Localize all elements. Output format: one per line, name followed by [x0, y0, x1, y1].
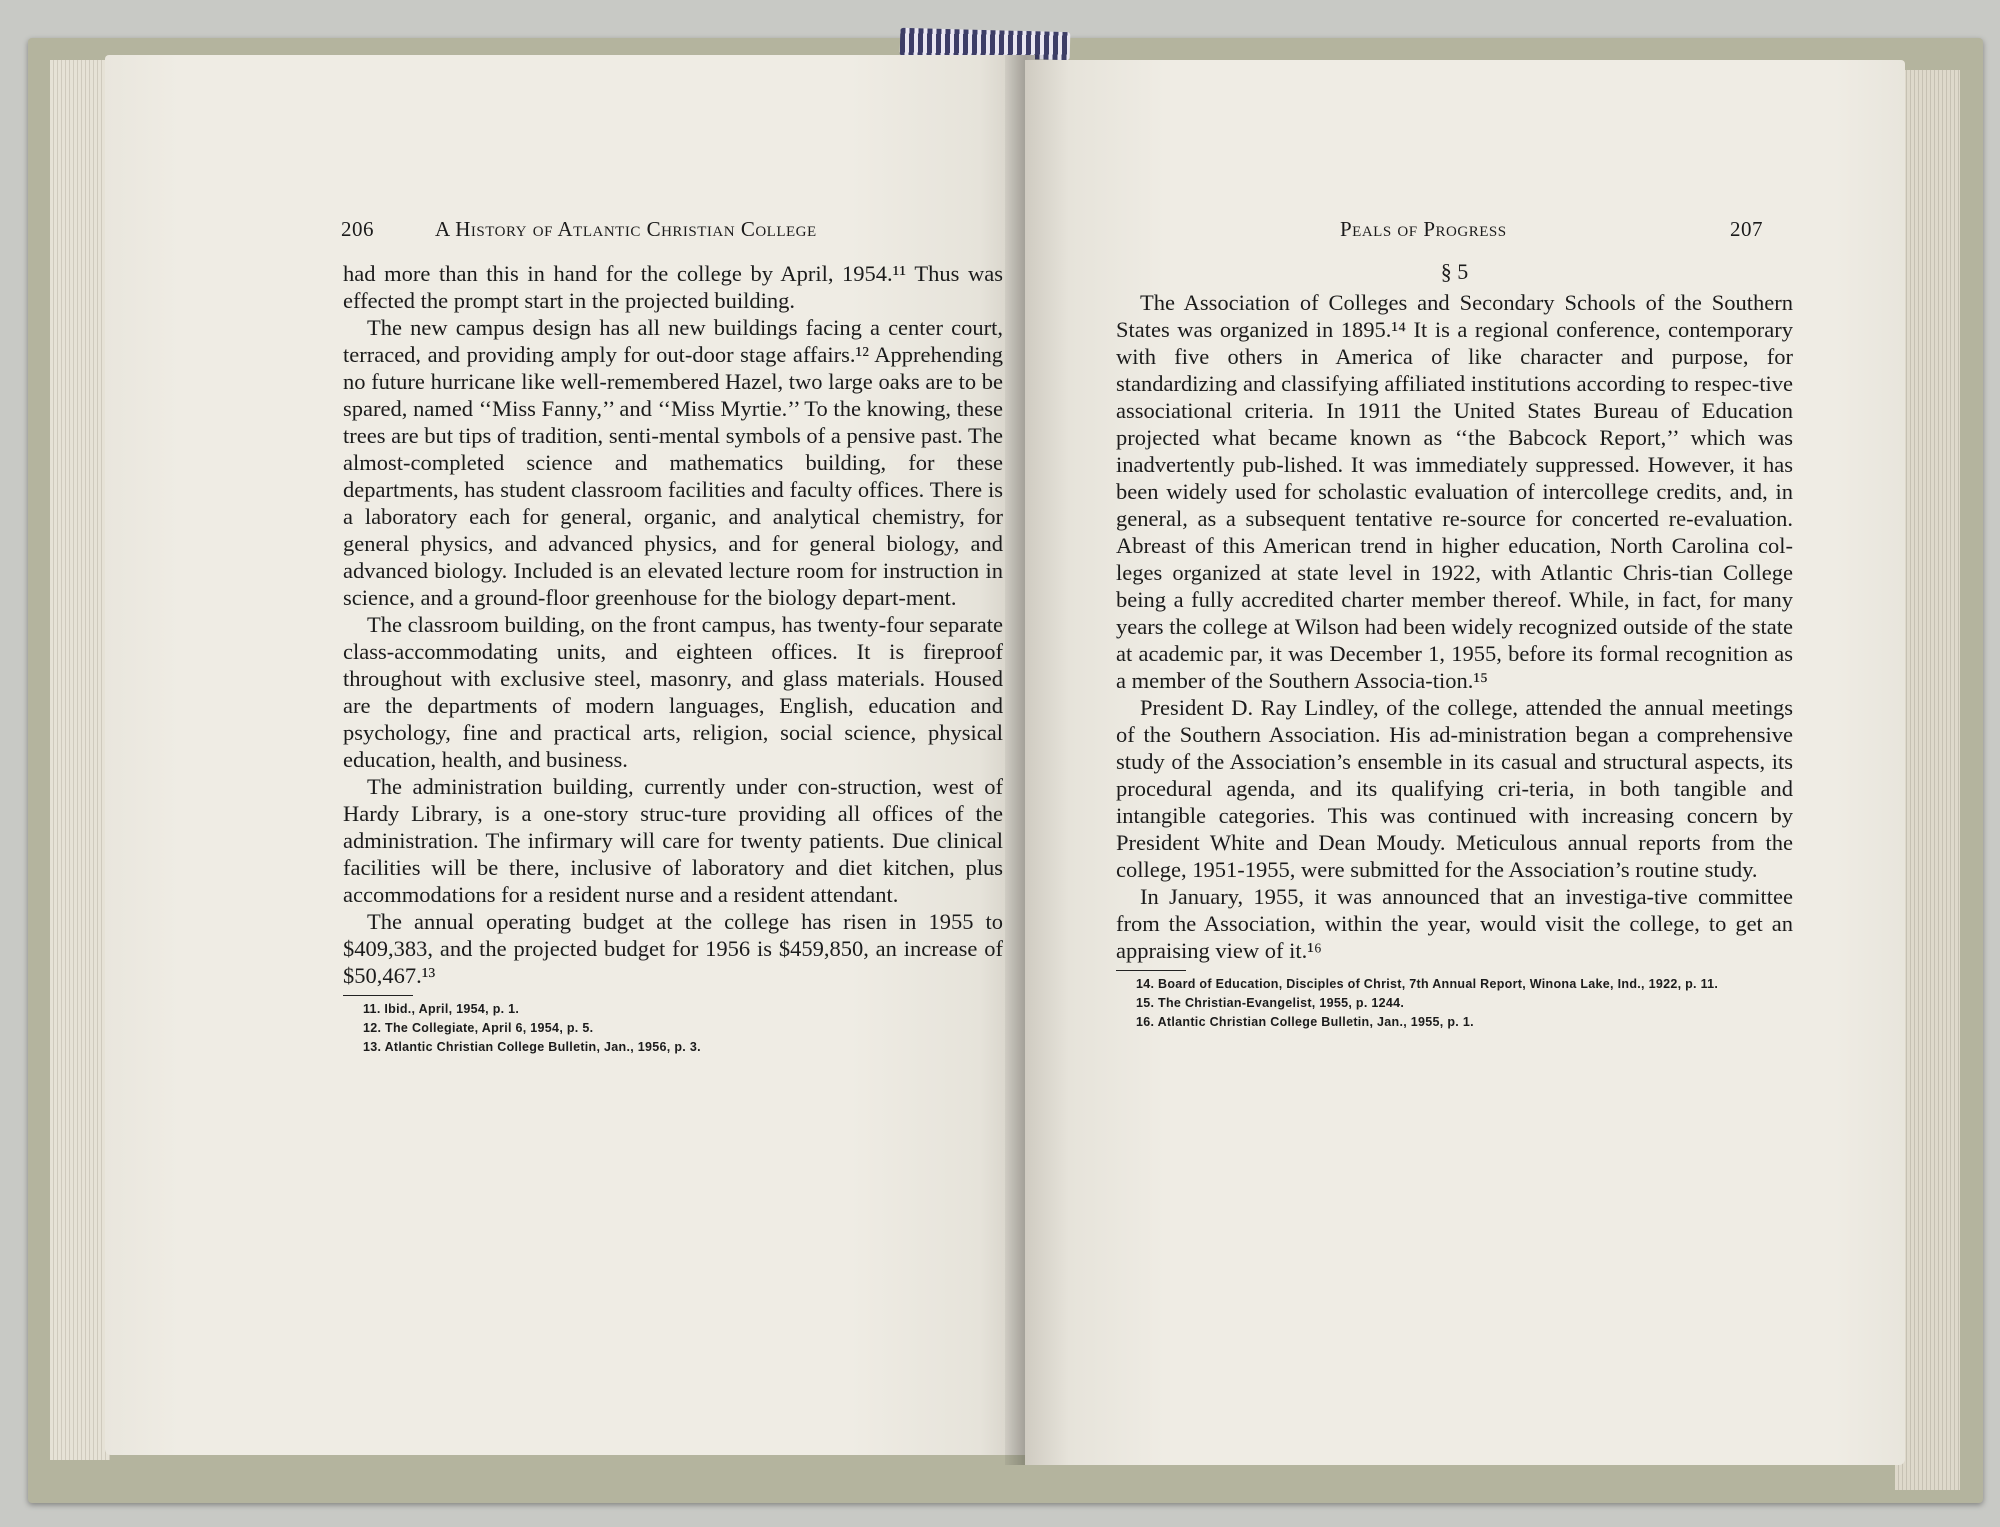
right-paragraph-3: In January, 1955, it was announced that an investiga-tive committee from the Association, within the year, would visit the college, to get an appraising view of it.¹⁶ [1116, 884, 1793, 963]
footnote-16: 16. Atlantic Christian College Bulletin, Jan., 1955, p. 1. [1136, 1015, 1474, 1029]
footnote-11: 11. Ibid., April, 1954, p. 1. [363, 1002, 520, 1016]
left-paragraph-1: had more than this in hand for the college by April, 1954.¹¹ Thus was effected the prompt start in the projected building. [343, 261, 1003, 313]
section-mark: § 5 [1440, 259, 1469, 284]
right-footnote-rule [1116, 970, 1186, 971]
footnote-15: 15. The Christian-Evangelist, 1955, p. 1244. [1136, 996, 1405, 1010]
left-footnotes [343, 1000, 1003, 1057]
right-page-number: 207 [1730, 217, 1763, 241]
footnote-14: 14. Board of Education, Disciples of Christ, 7th Annual Report, Winona Lake, Ind., 1922, p. 11. [1136, 977, 1719, 991]
left-page-number: 206 [341, 217, 374, 241]
page-edges-left [50, 60, 110, 1460]
left-running-head: A History of Atlantic Christian College [435, 217, 817, 241]
left-paragraph-3: The classroom building, on the front campus, has twenty-four separate class-accommodating units, and eighteen offices. It is fireproof throughout with exclusive steel, masonry, and glass materials. Housed are the departments of modern languages, English, education and psychology, fine and practical arts, religion, social science, physical education, health, and business. [343, 612, 1003, 772]
right-paragraph-1: The Association of Colleges and Secondary Schools of the Southern States was organized in 1895.¹⁴ It is a regional conference, contemporary with five others in America of like character and purpose, for standardizing and classifying affiliated institutions according to respec-tive associational criteria. In 1911 the United States Bureau of Education projected what became known as ‘‘the Babcock Report,’’ which was inadvertently pub-lished. It was immediately suppressed. However, it has been widely used for scholastic evaluation of intercollege credits, and, in general, as a subsequent tentative re-source for concerted re-evaluation. Abreast of this American trend in higher education, North Carolina col-leges organized at state level in 1922, with Atlantic Chris-tian College being a fully accredited charter member thereof. While, in fact, for many years the college at Wilson had been widely recognized outside of the state at academic par, it was December 1, 1955, before its formal recognition as a member of the Southern Associa-tion.¹⁵ [1116, 290, 1793, 693]
footnote-13: 13. Atlantic Christian College Bulletin, Jan., 1956, p. 3. [363, 1040, 701, 1054]
footnote-12: 12. The Collegiate, April 6, 1954, p. 5. [363, 1021, 594, 1035]
right-page [1025, 60, 1905, 1465]
right-running-head: Peals of Progress [1340, 217, 1507, 241]
left-text-block [343, 260, 1003, 1057]
left-paragraph-2: The new campus design has all new buildings facing a center court, terraced, and providing amply for out-door stage affairs.¹² Apprehending no future hurricane like well-remembered Hazel, two large oaks are to be spared, named ‘‘Miss Fanny,’’ and ‘‘Miss Myrtie.’’ To the knowing, these trees are but tips of tradition, senti-mental symbols of a pensive past. The almost-completed science and mathematics building, for these departments, has student classroom facilities and faculty offices. There is a laboratory each for general, organic, and analytical chemistry, for general physics, and advanced physics, and for general biology, and advanced biology. Included is an elevated lecture room for instruction in science, and a ground-floor greenhouse for the biology depart-ment. [343, 315, 1003, 610]
right-footnotes [1116, 975, 1793, 1032]
right-paragraph-2: President D. Ray Lindley, of the college, attended the annual meetings of the Southern Association. His ad-ministration began a comprehensive study of the Association’s ensemble in its casual and structural aspects, its procedural agenda, and its qualifying cri-teria, in both tangible and intangible categories. This was continued with increasing concern by President White and Dean Moudy. Meticulous annual reports from the college, 1951-1955, were submitted for the Association’s routine study. [1116, 695, 1793, 882]
right-text-block [1116, 258, 1793, 1032]
left-footnote-rule [343, 995, 413, 996]
left-page [105, 55, 1035, 1455]
left-paragraph-5: The annual operating budget at the college has risen in 1955 to $409,383, and the projected budget for 1956 is $459,850, an increase of $50,467.¹³ [343, 909, 1003, 988]
left-paragraph-4: The administration building, currently under con-struction, west of Hardy Library, is a one-story struc-ture providing all offices of the administration. The infirmary will care for twenty patients. Due clinical facilities will be there, inclusive of laboratory and diet kitchen, plus accommodations for a resident nurse and a resident attendant. [343, 774, 1003, 907]
